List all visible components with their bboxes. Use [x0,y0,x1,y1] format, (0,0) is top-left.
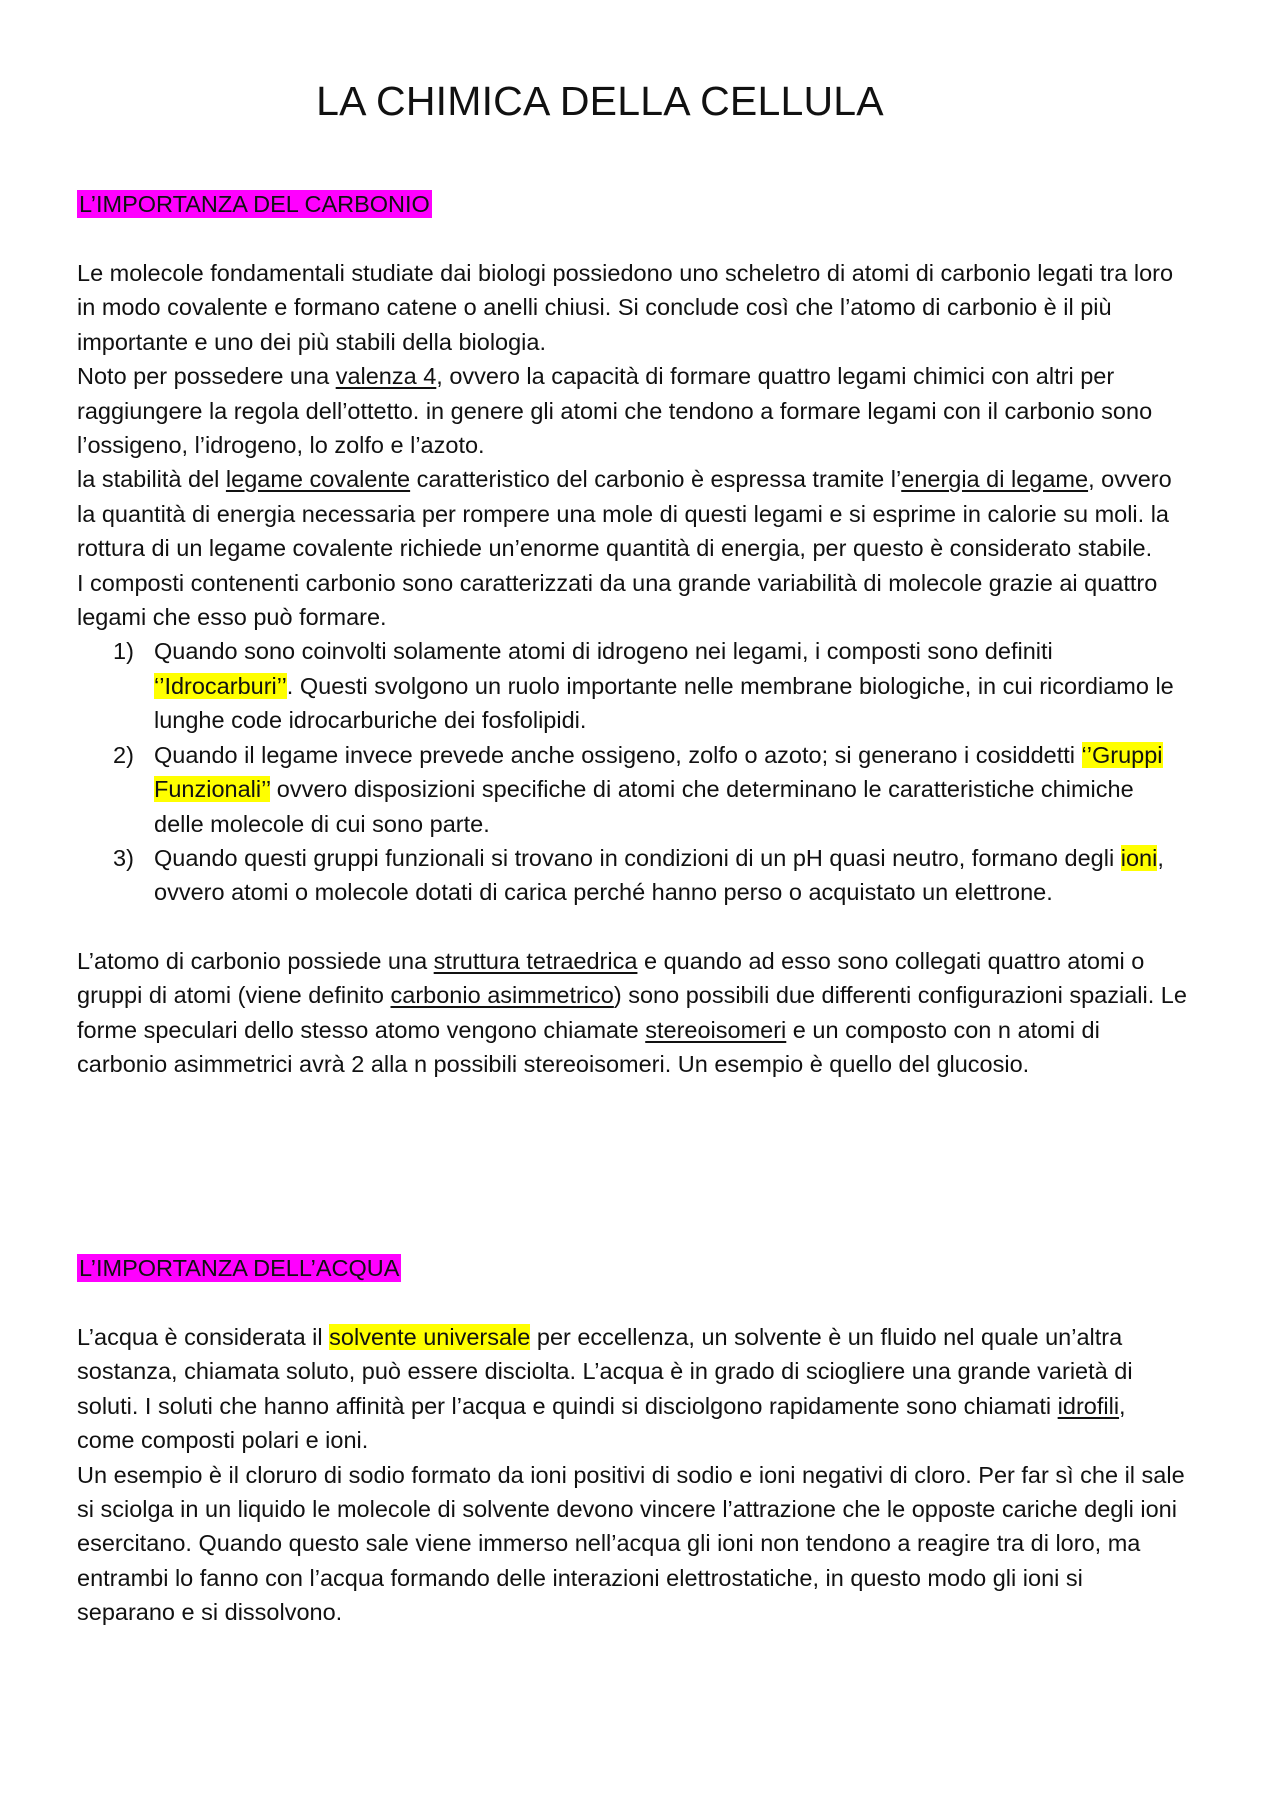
list-item: 1) Quando sono coinvolti solamente atomi di idrogeno nei legami, i composti sono definiti ‘’Idrocarburi’’. Questi svolgono un ruolo importante nelle membrane biologiche, in cui ricordiamo le lunghe code idrocarburiche dei fosfolipidi. [113,638,1174,734]
paragraph: Le molecole fondamentali studiate dai biologi possiedono uno scheletro di atomi di carbonio legati tra loro in modo covalente e formano catene o anelli chiusi. Si conclude così che l’atomo di carbonio è il più importante e uno dei più stabili della biologia. [77,260,1174,355]
paragraph: L’acqua è considerata il solvente universale per eccellenza, un solvente è un fluido nel quale un’altra sostanza, chiamata soluto, può essere disciolta. L’acqua è in grado di sciogliere una grande varietà di soluti. I soluti che hanno affinità per l’acqua e quindi si disciolgono rapidamente sono chiamati idrofili, come composti polari e ioni. [77,1324,1133,1454]
list-item: 2) Quando il legame invece prevede anche ossigeno, zolfo o azoto; si generano i cosiddetti ‘’Gruppi Funzionali’’ ovvero disposizioni specifiche di atomi che determinano le caratteristiche chimiche delle molecole di cui sono parte. [113,741,1163,837]
underlined-term: valenza 4 [335,363,437,390]
list-item: 3) Quando questi gruppi funzionali si trovano in condizioni di un pH quasi neutro, formano degli ioni, ovvero atomi o molecole dotati di carica perché hanno perso o acquistato un elettrone. [113,844,1164,906]
section-heading-carbon [77,188,432,220]
highlighted-term: ioni [1120,844,1158,871]
numbered-list [77,634,1187,909]
paragraph: I composti contenenti carbonio sono caratterizzati da una grande variabilità di molecole grazie ai quattro legami che esso può formare. [77,569,1158,631]
underlined-term: carbonio asimmetrico [390,982,614,1009]
paragraph: Un esempio è il cloruro di sodio formato da ioni positivi di sodio e ioni negativi di cloro. Per far sì che il sale si sciolga in un liquido le molecole di solvente devono vincere l’attrazione che le opposte cariche degli ioni esercitano. Quando questo sale viene immerso nell’acqua gli ioni non tendono a reagire tra di loro, ma entrambi lo fanno con l’acqua formando delle interazioni elettrostatiche, in questo modo gli ioni si separano e si dissolvono. [77,1461,1185,1626]
paragraph: la stabilità del legame covalente caratteristico del carbonio è espressa tramite l’energia di legame, ovvero la quantità di energia necessaria per rompere una mole di questi legami e si esprime in calorie su moli. la rottura di un legame covalente richiede un’enorme quantità di energia, per questo è considerato stabile. [77,466,1172,562]
section-body-carbon [77,256,1187,1081]
section-body-water [77,1320,1187,1630]
underlined-term: stereoisomeri [645,1016,787,1043]
underlined-term: idrofili [1057,1392,1120,1419]
page-title: LA CHIMICA DELLA CELLULA [316,78,884,124]
highlighted-term: ‘’Gruppi Funzionali’’ [154,741,1163,803]
paragraph: L’atomo di carbonio possiede una struttura tetraedrica e quando ad esso sono collegati quattro atomi o gruppi di atomi (viene definito carbonio asimmetrico) sono possibili due differenti configurazioni spaziali. Le forme speculari dello stesso atomo vengono chiamate stereoisomeri e un composto con n atomi di carbonio asimmetrici avrà 2 alla n possibili stereoisomeri. Un esempio è quello del glucosio. [77,947,1187,1077]
underlined-term: struttura tetraedrica [433,947,638,974]
section-heading-water [77,1252,401,1284]
heading-highlight: L’IMPORTANZA DEL CARBONIO [79,191,430,217]
highlighted-term: ‘’Idrocarburi’’ [154,672,287,699]
underlined-term: energia di legame [901,466,1089,493]
paragraph: Noto per possedere una valenza 4, ovvero la capacità di formare quattro legami chimici con altri per raggiungere la regola dell’ottetto. in genere gli atomi che tendono a formare legami con il carbonio sono l’ossigeno, l’idrogeno, lo zolfo e l’azoto. [77,363,1153,459]
underlined-term: legame covalente [225,466,411,493]
highlighted-term: solvente universale [329,1324,531,1350]
heading-highlight: L’IMPORTANZA DELL’ACQUA [79,1255,400,1281]
